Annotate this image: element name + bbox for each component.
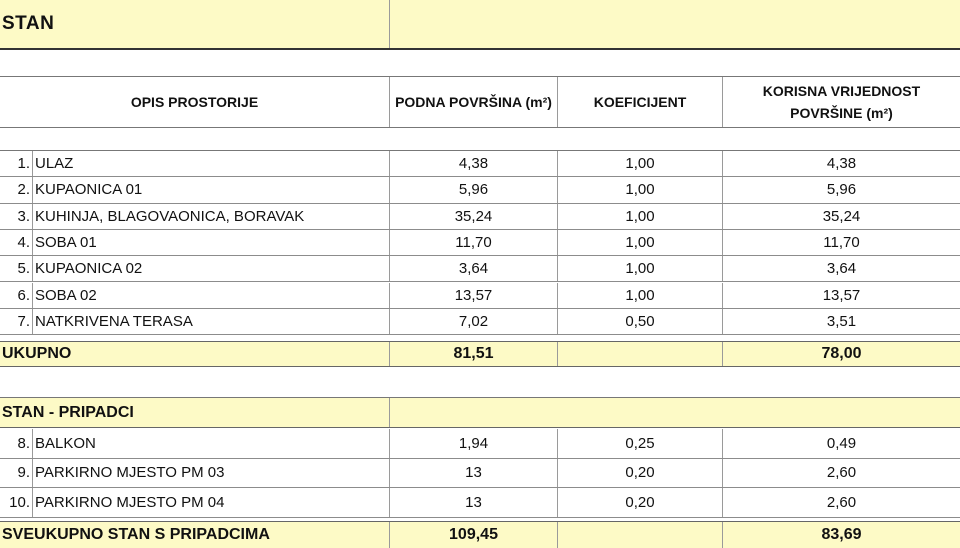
grand-total-coefficient-empty [558,522,723,548]
useful-value: 2,60 [826,493,857,511]
row-number: 1. [0,151,33,176]
page-title: STAN [0,0,390,48]
item-name: PARKIRNO MJESTO PM 03 [35,464,225,482]
room-name: ULAZ [35,155,74,173]
table-row [0,177,960,203]
item-name: BALKON [35,434,96,452]
room-cell [0,256,390,281]
floor-area-value: 13,57 [390,283,558,308]
header-coefficient: KOEFICIJENT [558,77,723,127]
table-row [0,230,960,256]
coefficient-value: 1,00 [558,177,723,202]
row-number: 2. [0,177,33,202]
row-number: 8. [0,429,33,458]
useful-value: 35,24 [822,207,861,225]
total-label: UKUPNO [0,342,390,366]
table-row [0,309,960,335]
column-header-row [0,77,960,128]
header-useful-value: KORISNA VRIJEDNOST POVRŠINE (m²) [762,83,921,121]
coefficient-value: 1,00 [558,283,723,308]
room-name: SOBA 01 [35,234,97,252]
row-number: 9. [0,459,33,488]
room-cell [0,230,390,255]
room-cell [0,151,390,176]
title-empty-cell [390,0,960,48]
row-number: 6. [0,283,33,308]
row-number: 4. [0,230,33,255]
room-name: KUPAONICA 01 [35,181,143,199]
room-cell [0,309,390,334]
floor-area-value: 3,64 [390,256,558,281]
coefficient-value: 0,20 [558,459,723,488]
header-description: OPIS PROSTORIJE [0,77,390,127]
row-number: 5. [0,256,33,281]
room-cell [0,177,390,202]
table-row [0,488,960,518]
useful-value: 3,64 [826,260,857,278]
useful-value: 5,96 [826,181,857,199]
total-floor-area: 81,51 [390,342,558,366]
useful-value: 11,70 [823,234,860,252]
table-row [0,204,960,230]
useful-value: 4,38 [826,155,857,173]
table-row [0,283,960,309]
floor-area-value: 5,96 [390,177,558,202]
title-row [0,0,960,50]
spacer-row [0,368,960,398]
grand-total-row [0,521,960,548]
total-row [0,341,960,367]
room-name: KUHINJA, BLAGOVAONICA, BORAVAK [35,207,305,225]
row-number: 10. [0,488,33,517]
room-cell [0,283,390,308]
total-useful-value: 78,00 [821,345,862,362]
table-row [0,459,960,489]
floor-area-value: 11,70 [390,230,558,255]
coefficient-value: 0,25 [558,429,723,458]
coefficient-value: 1,00 [558,204,723,229]
spacer-row [0,128,960,151]
grand-total-useful-value: 83,69 [821,526,862,543]
coefficient-value: 1,00 [558,151,723,176]
useful-value: 13,57 [822,286,861,304]
coefficient-value: 1,00 [558,230,723,255]
table-row [0,429,960,459]
floor-area-value: 35,24 [390,204,558,229]
room-name: SOBA 02 [35,286,97,304]
useful-value: 2,60 [826,464,857,482]
coefficient-value: 0,50 [558,309,723,334]
floor-area-value: 1,94 [390,429,558,458]
floor-area-value: 13 [390,459,558,488]
section-header-row [0,398,960,428]
table-row [0,151,960,177]
room-name: KUPAONICA 02 [35,260,143,278]
table-row [0,256,960,282]
header-floor-area: PODNA POVRŠINA (m²) [390,77,558,127]
coefficient-value: 1,00 [558,256,723,281]
item-cell [0,429,390,458]
item-name: PARKIRNO MJESTO PM 04 [35,493,225,511]
item-cell [0,459,390,488]
floor-area-value: 4,38 [390,151,558,176]
useful-value: 0,49 [826,434,857,452]
total-coefficient-empty [558,342,723,366]
row-number: 3. [0,204,33,229]
grand-total-floor-area: 109,45 [390,522,558,548]
floor-area-value: 7,02 [390,309,558,334]
room-name: NATKRIVENA TERASA [35,312,193,330]
section-title: STAN - PRIPADCI [0,398,390,427]
item-cell [0,488,390,517]
spacer-row [0,50,960,77]
section-empty-cell [390,398,960,427]
floor-area-value: 13 [390,488,558,517]
row-number: 7. [0,309,33,334]
grand-total-label: SVEUKUPNO STAN S PRIPADCIMA [0,522,390,548]
room-cell [0,204,390,229]
coefficient-value: 0,20 [558,488,723,517]
useful-value: 3,51 [826,312,857,330]
